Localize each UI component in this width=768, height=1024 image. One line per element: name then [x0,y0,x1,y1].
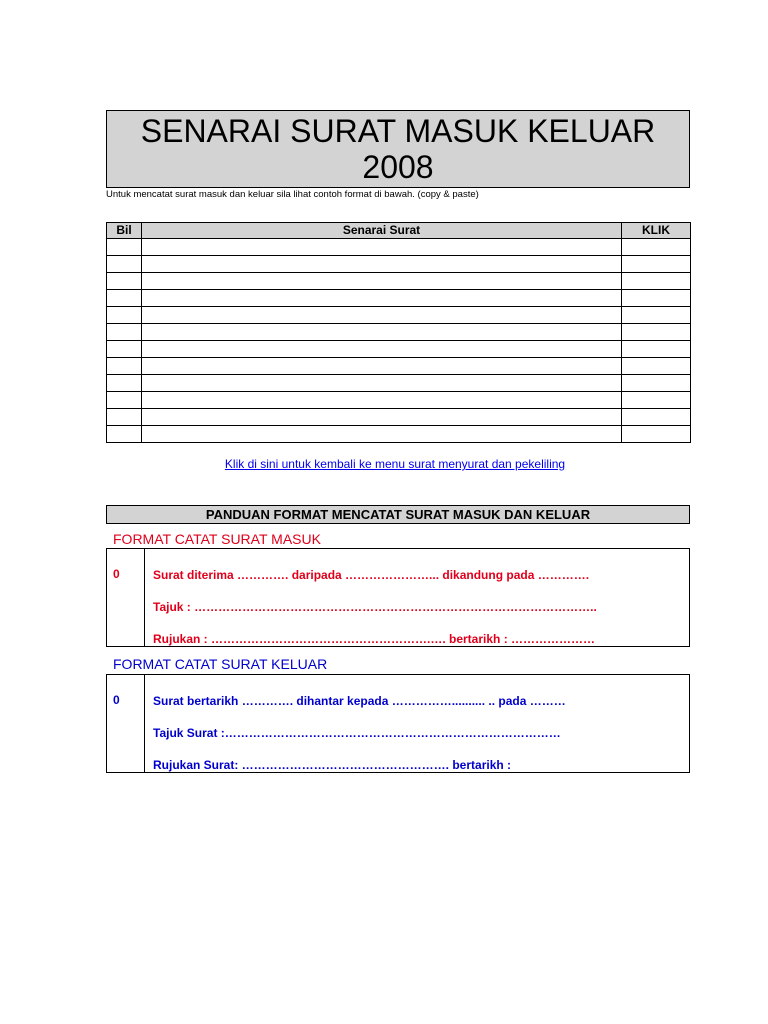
bil-cell [107,239,142,256]
bil-cell [107,426,142,443]
senarai-surat-cell [142,324,622,341]
senarai-surat-cell [142,290,622,307]
klik-cell[interactable] [622,375,691,392]
table-row [107,273,691,290]
table-header-row [107,223,691,239]
bil-cell [107,256,142,273]
senarai-surat-cell [142,341,622,358]
letter-list-table [106,222,691,443]
senarai-surat-cell [142,273,622,290]
klik-cell[interactable] [622,358,691,375]
klik-cell[interactable] [622,341,691,358]
senarai-surat-cell [142,307,622,324]
klik-cell[interactable] [622,239,691,256]
table-row [107,324,691,341]
table-row [107,307,691,324]
bil-cell [107,409,142,426]
table-row [107,375,691,392]
senarai-surat-cell [142,375,622,392]
document-title [106,110,690,188]
klik-cell[interactable] [622,256,691,273]
format-masuk-heading: FORMAT CATAT SURAT MASUK [113,531,321,547]
format-keluar-line-rujukan: Rujukan Surat: ……………………………………………. bertarikh : [153,758,512,772]
format-keluar-box [106,674,690,773]
klik-cell[interactable] [622,290,691,307]
format-masuk-line-tajuk: Tajuk : ……………………………………………………………………………………….. [153,600,597,614]
bil-cell [107,358,142,375]
bil-cell [107,290,142,307]
klik-cell[interactable] [622,426,691,443]
klik-cell[interactable] [622,324,691,341]
format-keluar-line-surat: Surat bertarikh …………. dihantar kepada …………….......... .. pada ……… [153,694,566,708]
senarai-surat-cell [142,392,622,409]
senarai-surat-cell [142,409,622,426]
table-row [107,290,691,307]
bil-cell [107,273,142,290]
table-row [107,409,691,426]
column-header-klik: KLIK [622,223,691,239]
instruction-note: Untuk mencatat surat masuk dan keluar sila lihat contoh format di bawah. (copy & paste) [106,189,479,200]
column-header-bil: Bil [107,223,142,239]
bil-cell [107,392,142,409]
klik-cell[interactable] [622,307,691,324]
senarai-surat-cell [142,358,622,375]
column-header-senarai-surat: Senarai Surat [142,223,622,239]
format-masuk-number: 0 [107,549,145,646]
klik-cell[interactable] [622,392,691,409]
format-keluar-heading: FORMAT CATAT SURAT KELUAR [113,656,328,672]
table-row [107,256,691,273]
senarai-surat-cell [142,239,622,256]
title-line-2: 2008 [362,149,434,185]
table-row [107,358,691,375]
title-line-1: SENARAI SURAT MASUK KELUAR [140,113,656,149]
senarai-surat-cell [142,256,622,273]
table-row [107,392,691,409]
panduan-title: PANDUAN FORMAT MENCATAT SURAT MASUK DAN KELUAR [106,505,690,524]
format-keluar-number: 0 [107,675,145,772]
format-keluar-line-tajuk: Tajuk Surat :………………………………………………………………………… [153,726,561,740]
bil-cell [107,307,142,324]
format-masuk-box [106,548,690,647]
table-row [107,239,691,256]
table-body [107,239,691,443]
bil-cell [107,324,142,341]
bil-cell [107,375,142,392]
klik-cell[interactable] [622,273,691,290]
klik-cell[interactable] [622,409,691,426]
table-row [107,341,691,358]
format-masuk-line-surat: Surat diterima …………. daripada …………………... dikandung pada …………. [153,568,590,582]
bil-cell [107,341,142,358]
back-to-menu-link[interactable]: Klik di sini untuk kembali ke menu surat menyurat dan pekeliling [224,457,566,471]
table-row [107,426,691,443]
format-masuk-line-rujukan: Rujukan : ……………………………………………….…. bertarikh : ………………… [153,632,596,646]
senarai-surat-cell [142,426,622,443]
